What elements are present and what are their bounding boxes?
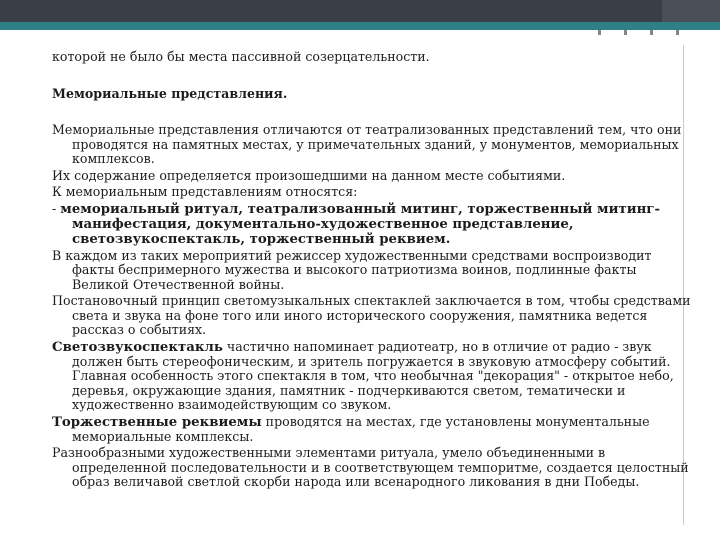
requiems-term: Торжественные реквиемы (52, 414, 262, 430)
light-sound-show-text: частично напоминает радиотеатр, но в отличие от радио - звук должен быть стереофоническим, и зритель погружается в звуковую атмосферу событий. Главная особенность этого спектакля в том, что необычная "декорация" - открытое небо, деревья, окружающие здания, памятник - подчеркиваются светом, тематически и художественно взаимодействующим со звуком. (72, 338, 674, 412)
intro-line: которой не было бы места пассивной созерцательности. (52, 49, 430, 64)
paragraph-list-intro: К мемориальным представлениям относятся: (52, 184, 358, 199)
paragraph-requiems (52, 415, 692, 445)
paragraph-director: В каждом из таких мероприятий режиссер художественными средствами воспроизводит факты беспримерного мужества и высокого патриотизма воинов, подлинные факты Великой Отечественной войны. (52, 247, 652, 292)
header-tick-mark (650, 30, 653, 35)
paragraph-principle: Постановочный принцип светомузыкальных спектаклей заключается в том, чтобы средствами света и звука на фоне того или иного исторического сооружения, памятника ведется рассказ о событиях. (52, 293, 691, 337)
paragraph-ritual-elements: Разнообразными художественными элементами ритуала, умело объединенными в определенной последовательности и в соответствующем темпоритме, создается целостный образ величавой светлой скорби народа или всенародного ликования в дни Победы. (52, 445, 689, 489)
slide-body (52, 50, 692, 490)
header-accent-stripe (0, 22, 720, 30)
paragraph-content: Их содержание определяется произошедшими на данном месте событиями. (52, 167, 566, 183)
requiems-text: проводятся на местах, где установлены монументальные мемориальные комплексы. (72, 413, 650, 444)
header-corner-block (662, 0, 720, 22)
paragraph-definition: Мемориальные представления отличаются от театрализованных представлений тем, что они проводятся на памятных местах, у примечательных зданий, у монументов, мемориальных комплексов. (52, 122, 682, 166)
section-heading: Мемориальные представления. (52, 85, 288, 101)
header-tick-mark (676, 30, 679, 35)
types-list: мемориальный ритуал, театрализованный митинг, торжественный митинг-манифестация, документально-художественное представление, светозвукоспектакль, торжественный реквием. (60, 201, 660, 247)
paragraph-light-sound-show (52, 340, 692, 413)
header-tick-mark (624, 30, 627, 35)
light-sound-show-term: Светозвукоспектакль (52, 339, 223, 355)
header-tick-mark (598, 30, 601, 35)
paragraph-types (52, 202, 692, 247)
types-prefix: - (52, 200, 61, 216)
